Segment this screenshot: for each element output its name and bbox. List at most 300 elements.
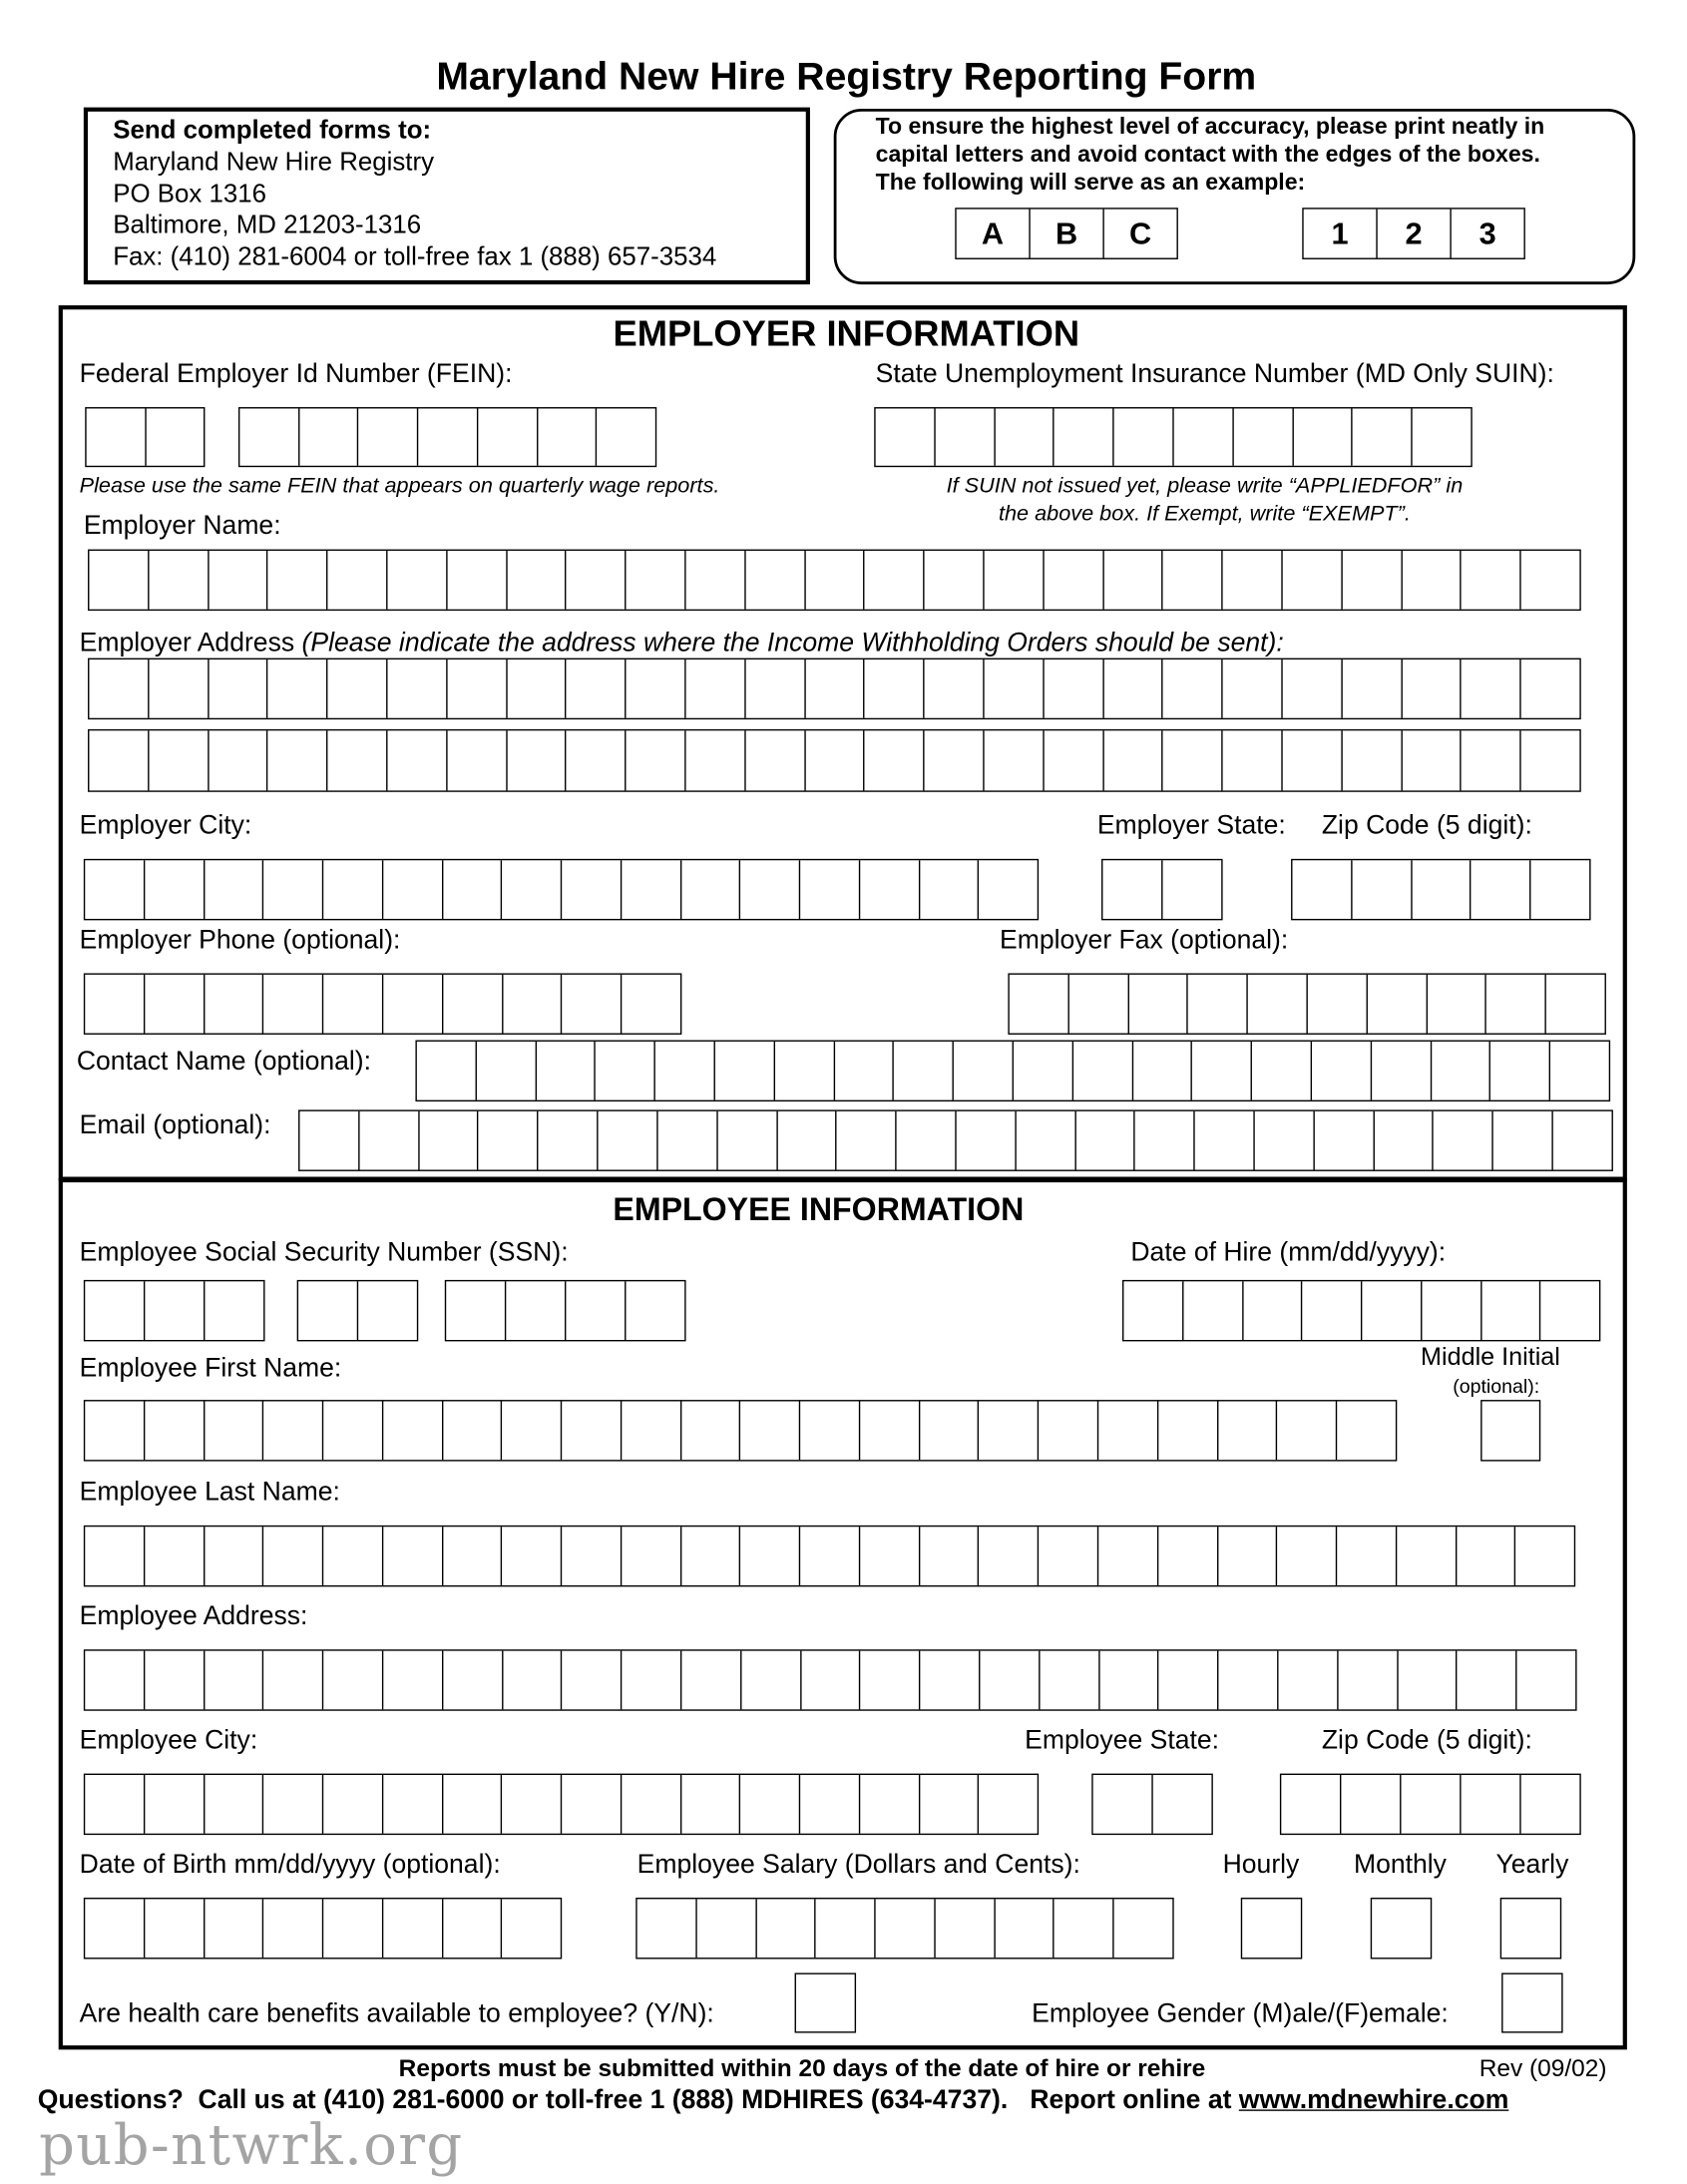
char-box[interactable]	[1283, 551, 1343, 610]
char-box[interactable]	[1283, 659, 1343, 718]
char-box[interactable]	[622, 1775, 681, 1834]
char-box[interactable]	[446, 1281, 506, 1340]
dob-input[interactable]	[84, 1898, 562, 1959]
char-box[interactable]	[1123, 1281, 1183, 1340]
char-box[interactable]	[1490, 1042, 1550, 1100]
char-box[interactable]	[1252, 1042, 1312, 1100]
char-box[interactable]	[85, 1281, 145, 1340]
char-box[interactable]	[1516, 1527, 1574, 1585]
char-box[interactable]	[85, 860, 145, 919]
char-box[interactable]	[506, 1281, 566, 1340]
char-box[interactable]	[1218, 1527, 1278, 1585]
monthly-checkbox[interactable]	[1371, 1898, 1432, 1959]
employer-name-input[interactable]	[88, 550, 1581, 611]
char-box[interactable]	[1103, 551, 1163, 610]
char-box[interactable]	[1315, 1111, 1375, 1170]
char-box[interactable]	[865, 730, 925, 790]
char-box[interactable]	[323, 1527, 383, 1585]
char-box[interactable]	[1292, 860, 1352, 919]
char-box[interactable]	[1158, 1527, 1218, 1585]
char-box[interactable]	[985, 659, 1045, 718]
char-box[interactable]	[800, 1775, 860, 1834]
char-box[interactable]	[860, 1401, 920, 1460]
char-box[interactable]	[1342, 730, 1402, 790]
char-box[interactable]	[1040, 1651, 1099, 1710]
char-box[interactable]	[1337, 1401, 1395, 1460]
char-box[interactable]	[1481, 1281, 1541, 1340]
char-box[interactable]	[205, 1651, 264, 1710]
char-box[interactable]	[209, 730, 268, 790]
char-box[interactable]	[745, 659, 805, 718]
char-box[interactable]	[1093, 1775, 1153, 1834]
char-box[interactable]	[1517, 1651, 1575, 1710]
char-box[interactable]	[264, 1401, 324, 1460]
char-box[interactable]	[1501, 1899, 1560, 1958]
char-box[interactable]	[563, 975, 623, 1034]
char-box[interactable]	[264, 1651, 324, 1710]
char-box[interactable]	[263, 1775, 323, 1834]
char-box[interactable]	[447, 730, 507, 790]
char-box[interactable]	[205, 1899, 264, 1958]
char-box[interactable]	[623, 975, 680, 1034]
char-box[interactable]	[1044, 659, 1103, 718]
char-box[interactable]	[1550, 1042, 1608, 1100]
char-box[interactable]	[268, 659, 328, 718]
char-box[interactable]	[538, 408, 598, 465]
char-box[interactable]	[145, 1899, 205, 1958]
char-box[interactable]	[745, 551, 805, 610]
employee-state-input[interactable]	[1091, 1774, 1213, 1835]
char-box[interactable]	[264, 975, 324, 1034]
char-box[interactable]	[387, 551, 447, 610]
char-box[interactable]	[837, 1111, 897, 1170]
char-box[interactable]	[796, 1974, 855, 2031]
employer-address-line2-input[interactable]	[88, 729, 1581, 792]
contact-name-input[interactable]	[415, 1041, 1610, 1101]
char-box[interactable]	[925, 659, 985, 718]
char-box[interactable]	[1248, 975, 1308, 1034]
char-box[interactable]	[861, 1651, 921, 1710]
char-box[interactable]	[205, 1281, 263, 1340]
char-box[interactable]	[239, 408, 299, 465]
char-box[interactable]	[146, 408, 204, 465]
employee-zip-input[interactable]	[1280, 1774, 1581, 1835]
char-box[interactable]	[443, 1899, 503, 1958]
char-box[interactable]	[145, 1651, 205, 1710]
char-box[interactable]	[1353, 408, 1413, 465]
char-box[interactable]	[1163, 730, 1223, 790]
char-box[interactable]	[359, 408, 419, 465]
char-box[interactable]	[681, 860, 741, 919]
char-box[interactable]	[419, 1111, 479, 1170]
char-box[interactable]	[637, 1899, 697, 1958]
char-box[interactable]	[567, 551, 627, 610]
char-box[interactable]	[1283, 730, 1343, 790]
char-box[interactable]	[1218, 1401, 1278, 1460]
char-box[interactable]	[1163, 860, 1222, 919]
char-box[interactable]	[1462, 551, 1521, 610]
char-box[interactable]	[740, 860, 800, 919]
char-box[interactable]	[801, 1651, 861, 1710]
char-box[interactable]	[383, 860, 443, 919]
char-box[interactable]	[383, 975, 443, 1034]
hourly-checkbox[interactable]	[1241, 1898, 1302, 1959]
middle-initial-input[interactable]	[1480, 1400, 1540, 1461]
char-box[interactable]	[1102, 860, 1162, 919]
char-box[interactable]	[860, 860, 920, 919]
char-box[interactable]	[417, 1042, 477, 1100]
char-box[interactable]	[1337, 1527, 1397, 1585]
char-box[interactable]	[567, 659, 627, 718]
employer-zip-input[interactable]	[1291, 859, 1590, 920]
char-box[interactable]	[1342, 551, 1402, 610]
char-box[interactable]	[323, 1775, 383, 1834]
char-box[interactable]	[1219, 1651, 1279, 1710]
char-box[interactable]	[860, 1775, 920, 1834]
hire-date-input[interactable]	[1122, 1280, 1600, 1341]
char-box[interactable]	[447, 659, 507, 718]
char-box[interactable]	[1457, 1527, 1516, 1585]
employer-state-input[interactable]	[1101, 859, 1223, 920]
char-box[interactable]	[503, 1651, 563, 1710]
employer-fax-input[interactable]	[1008, 973, 1606, 1034]
char-box[interactable]	[1099, 1651, 1159, 1710]
char-box[interactable]	[745, 730, 805, 790]
char-box[interactable]	[1553, 1111, 1611, 1170]
char-box[interactable]	[1014, 1042, 1073, 1100]
char-box[interactable]	[1174, 408, 1234, 465]
char-box[interactable]	[777, 1111, 837, 1170]
char-box[interactable]	[921, 1651, 981, 1710]
char-box[interactable]	[622, 1401, 681, 1460]
char-box[interactable]	[979, 1775, 1037, 1834]
char-box[interactable]	[447, 551, 507, 610]
char-box[interactable]	[477, 1042, 537, 1100]
char-box[interactable]	[209, 551, 268, 610]
char-box[interactable]	[1372, 1899, 1431, 1958]
char-box[interactable]	[985, 551, 1045, 610]
char-box[interactable]	[681, 1527, 741, 1585]
char-box[interactable]	[1188, 975, 1248, 1034]
char-box[interactable]	[323, 1401, 383, 1460]
char-box[interactable]	[268, 730, 328, 790]
char-box[interactable]	[328, 730, 388, 790]
char-box[interactable]	[1303, 1281, 1363, 1340]
char-box[interactable]	[1192, 1042, 1252, 1100]
char-box[interactable]	[1103, 730, 1163, 790]
char-box[interactable]	[816, 1899, 876, 1958]
char-box[interactable]	[1223, 551, 1283, 610]
gender-input[interactable]	[1501, 1972, 1562, 2032]
char-box[interactable]	[717, 1111, 777, 1170]
char-box[interactable]	[1233, 408, 1293, 465]
char-box[interactable]	[562, 1401, 622, 1460]
char-box[interactable]	[1159, 1651, 1219, 1710]
char-box[interactable]	[1039, 1527, 1098, 1585]
char-box[interactable]	[145, 1527, 205, 1585]
char-box[interactable]	[443, 975, 503, 1034]
char-box[interactable]	[925, 551, 985, 610]
char-box[interactable]	[805, 659, 865, 718]
char-box[interactable]	[980, 1401, 1040, 1460]
char-box[interactable]	[209, 659, 268, 718]
char-box[interactable]	[1401, 1775, 1461, 1834]
char-box[interactable]	[145, 975, 205, 1034]
char-box[interactable]	[1402, 551, 1462, 610]
char-box[interactable]	[85, 1651, 145, 1710]
char-box[interactable]	[299, 408, 359, 465]
char-box[interactable]	[563, 1651, 623, 1710]
char-box[interactable]	[596, 1042, 655, 1100]
char-box[interactable]	[85, 1899, 145, 1958]
ssn-area-input[interactable]	[84, 1280, 265, 1341]
char-box[interactable]	[696, 1899, 756, 1958]
char-box[interactable]	[1482, 1401, 1539, 1460]
char-box[interactable]	[536, 1042, 596, 1100]
char-box[interactable]	[1163, 659, 1223, 718]
char-box[interactable]	[894, 1042, 954, 1100]
char-box[interactable]	[85, 975, 145, 1034]
char-box[interactable]	[478, 408, 538, 465]
char-box[interactable]	[85, 1401, 145, 1460]
char-box[interactable]	[920, 1775, 980, 1834]
health-benefits-input[interactable]	[795, 1972, 856, 2032]
char-box[interactable]	[1278, 1401, 1338, 1460]
char-box[interactable]	[985, 730, 1045, 790]
char-box[interactable]	[1422, 1281, 1481, 1340]
char-box[interactable]	[715, 1042, 775, 1100]
char-box[interactable]	[145, 860, 205, 919]
char-box[interactable]	[1223, 730, 1283, 790]
char-box[interactable]	[418, 408, 478, 465]
char-box[interactable]	[1054, 1899, 1114, 1958]
fein-suffix-input[interactable]	[238, 407, 656, 467]
char-box[interactable]	[1293, 408, 1353, 465]
char-box[interactable]	[681, 1651, 741, 1710]
char-box[interactable]	[1432, 1042, 1491, 1100]
char-box[interactable]	[1073, 1042, 1133, 1100]
char-box[interactable]	[1398, 1651, 1458, 1710]
char-box[interactable]	[562, 860, 622, 919]
char-box[interactable]	[1255, 1111, 1315, 1170]
char-box[interactable]	[1397, 1527, 1457, 1585]
char-box[interactable]	[1362, 1281, 1422, 1340]
char-box[interactable]	[980, 1651, 1040, 1710]
char-box[interactable]	[1472, 860, 1531, 919]
char-box[interactable]	[1128, 975, 1188, 1034]
char-box[interactable]	[503, 1401, 563, 1460]
char-box[interactable]	[681, 1401, 741, 1460]
char-box[interactable]	[89, 659, 149, 718]
char-box[interactable]	[1054, 408, 1114, 465]
char-box[interactable]	[358, 1281, 417, 1340]
char-box[interactable]	[1493, 1111, 1553, 1170]
char-box[interactable]	[1195, 1111, 1255, 1170]
char-box[interactable]	[957, 1111, 1017, 1170]
char-box[interactable]	[1402, 659, 1462, 718]
char-box[interactable]	[539, 1111, 599, 1170]
employer-city-input[interactable]	[84, 859, 1039, 920]
char-box[interactable]	[443, 1775, 503, 1834]
website-link[interactable]: www.mdnewhire.com	[1238, 2085, 1509, 2116]
char-box[interactable]	[383, 1651, 443, 1710]
char-box[interactable]	[979, 860, 1037, 919]
char-box[interactable]	[623, 1651, 682, 1710]
char-box[interactable]	[1069, 975, 1129, 1034]
char-box[interactable]	[835, 1042, 895, 1100]
char-box[interactable]	[1223, 659, 1283, 718]
char-box[interactable]	[383, 1401, 443, 1460]
char-box[interactable]	[1546, 975, 1604, 1034]
char-box[interactable]	[954, 1042, 1014, 1100]
char-box[interactable]	[205, 860, 264, 919]
char-box[interactable]	[1521, 551, 1579, 610]
char-box[interactable]	[323, 860, 383, 919]
char-box[interactable]	[1342, 659, 1402, 718]
char-box[interactable]	[1243, 1281, 1303, 1340]
char-box[interactable]	[507, 551, 567, 610]
last-name-input[interactable]	[84, 1526, 1575, 1586]
char-box[interactable]	[85, 1775, 145, 1834]
char-box[interactable]	[503, 975, 563, 1034]
char-box[interactable]	[264, 1527, 324, 1585]
char-box[interactable]	[1462, 659, 1521, 718]
char-box[interactable]	[980, 1527, 1040, 1585]
char-box[interactable]	[387, 730, 447, 790]
char-box[interactable]	[1338, 1651, 1398, 1710]
char-box[interactable]	[205, 1527, 264, 1585]
char-box[interactable]	[383, 1775, 443, 1834]
first-name-input[interactable]	[84, 1400, 1397, 1461]
char-box[interactable]	[740, 1775, 800, 1834]
char-box[interactable]	[443, 860, 503, 919]
char-box[interactable]	[1413, 408, 1471, 465]
char-box[interactable]	[1044, 551, 1103, 610]
char-box[interactable]	[920, 1401, 980, 1460]
char-box[interactable]	[598, 408, 655, 465]
char-box[interactable]	[741, 1401, 801, 1460]
char-box[interactable]	[1114, 1899, 1172, 1958]
char-box[interactable]	[627, 730, 686, 790]
char-box[interactable]	[1010, 975, 1069, 1034]
char-box[interactable]	[1278, 1651, 1338, 1710]
char-box[interactable]	[1103, 659, 1163, 718]
char-box[interactable]	[323, 1899, 383, 1958]
char-box[interactable]	[741, 1651, 801, 1710]
char-box[interactable]	[920, 860, 980, 919]
char-box[interactable]	[1503, 1974, 1562, 2031]
char-box[interactable]	[1308, 975, 1368, 1034]
char-box[interactable]	[383, 1899, 443, 1958]
char-box[interactable]	[502, 1775, 562, 1834]
char-box[interactable]	[1281, 1775, 1341, 1834]
char-box[interactable]	[1462, 730, 1521, 790]
char-box[interactable]	[626, 1281, 684, 1340]
char-box[interactable]	[502, 860, 562, 919]
char-box[interactable]	[323, 975, 383, 1034]
char-box[interactable]	[1412, 860, 1472, 919]
char-box[interactable]	[383, 1527, 443, 1585]
char-box[interactable]	[1098, 1527, 1158, 1585]
char-box[interactable]	[328, 659, 388, 718]
char-box[interactable]	[935, 408, 995, 465]
char-box[interactable]	[925, 730, 985, 790]
char-box[interactable]	[741, 1527, 801, 1585]
char-box[interactable]	[1372, 1042, 1432, 1100]
char-box[interactable]	[566, 1281, 626, 1340]
char-box[interactable]	[657, 1111, 717, 1170]
char-box[interactable]	[686, 730, 746, 790]
char-box[interactable]	[443, 1401, 503, 1460]
char-box[interactable]	[1135, 1111, 1195, 1170]
char-box[interactable]	[503, 1527, 563, 1585]
char-box[interactable]	[681, 1775, 741, 1834]
char-box[interactable]	[479, 1111, 539, 1170]
char-box[interactable]	[800, 860, 860, 919]
char-box[interactable]	[655, 1042, 715, 1100]
char-box[interactable]	[1039, 1401, 1098, 1460]
char-box[interactable]	[1016, 1111, 1075, 1170]
char-box[interactable]	[145, 1281, 205, 1340]
char-box[interactable]	[562, 1775, 622, 1834]
char-box[interactable]	[627, 659, 686, 718]
char-box[interactable]	[1374, 1111, 1434, 1170]
char-box[interactable]	[756, 1899, 816, 1958]
employer-phone-input[interactable]	[84, 973, 682, 1034]
salary-input[interactable]	[635, 1898, 1173, 1959]
char-box[interactable]	[876, 408, 936, 465]
char-box[interactable]	[359, 1111, 419, 1170]
char-box[interactable]	[502, 1899, 560, 1958]
char-box[interactable]	[800, 1527, 860, 1585]
char-box[interactable]	[1341, 1775, 1401, 1834]
char-box[interactable]	[622, 1527, 681, 1585]
char-box[interactable]	[599, 1111, 658, 1170]
char-box[interactable]	[1183, 1281, 1243, 1340]
email-input[interactable]	[298, 1109, 1613, 1170]
char-box[interactable]	[805, 730, 865, 790]
char-box[interactable]	[1242, 1899, 1301, 1958]
char-box[interactable]	[443, 1651, 503, 1710]
char-box[interactable]	[205, 1401, 264, 1460]
char-box[interactable]	[85, 1527, 145, 1585]
ssn-serial-input[interactable]	[445, 1280, 686, 1341]
char-box[interactable]	[507, 659, 567, 718]
char-box[interactable]	[627, 551, 686, 610]
char-box[interactable]	[89, 551, 149, 610]
char-box[interactable]	[1312, 1042, 1372, 1100]
char-box[interactable]	[89, 730, 149, 790]
char-box[interactable]	[87, 408, 146, 465]
yearly-checkbox[interactable]	[1500, 1898, 1561, 1959]
employee-address-input[interactable]	[84, 1649, 1577, 1710]
char-box[interactable]	[622, 860, 681, 919]
char-box[interactable]	[865, 551, 925, 610]
char-box[interactable]	[920, 1527, 980, 1585]
char-box[interactable]	[876, 1899, 936, 1958]
char-box[interactable]	[1521, 659, 1579, 718]
char-box[interactable]	[205, 975, 264, 1034]
char-box[interactable]	[1486, 975, 1546, 1034]
char-box[interactable]	[507, 730, 567, 790]
char-box[interactable]	[149, 551, 209, 610]
char-box[interactable]	[145, 1401, 205, 1460]
char-box[interactable]	[860, 1527, 920, 1585]
char-box[interactable]	[149, 659, 209, 718]
char-box[interactable]	[1462, 1775, 1521, 1834]
char-box[interactable]	[686, 659, 746, 718]
char-box[interactable]	[1458, 1651, 1517, 1710]
